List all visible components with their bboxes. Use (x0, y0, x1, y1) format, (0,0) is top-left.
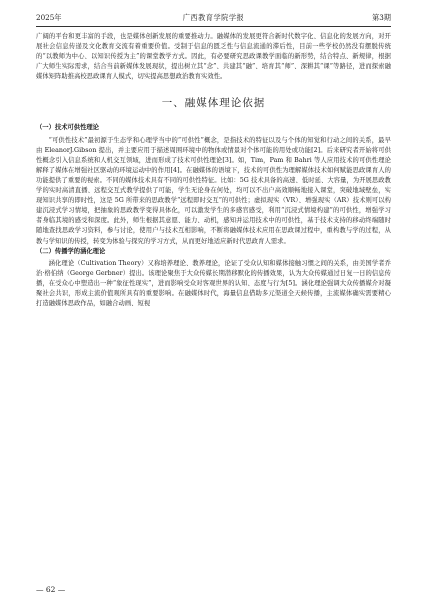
page-number: — 62 — (36, 585, 66, 594)
intro-paragraph: 广阔的平台和更丰富的手段，也是媒体创新发展的重要推动力。融媒体的发展更符合新时代数字化、信息化的发展方向，对开展社会信息传递及文化教育交流有着重要价值。受制于信息的匮乏性与信息流通的滞后性，目前一些学校仍然没有摆脱传统的“以教师为中心、以知识传授为主”的课堂教学方式。因此，有必要研究思政课教学面临的新形势，结合特点、新规律，根据广大师生实际需求，结合当前新媒体发展现状，提出树立其“念”、共建其“融”、培育其“师”、深耕其“课”等路径，进而探索融媒体矩阵助推高校思政课育人模式，切实提高思想政治教育实效性。 (36, 33, 391, 81)
subsection-heading-1: （一）技术可供性理论 (36, 124, 99, 132)
subsection-2-paragraph: 涵化理论（Cultivation Theory）又称培养理论、教养理论，论证了受众认知和媒体接触习惯之间的关系，由美国学者乔治·格伯纳（George Gerbner）提出。该理论聚焦于大众传媒长期潜移默化的传播效果，认为大众传媒通过日复一日的信息传播，在受众心中塑造出一种“象征性现实”，进而影响受众对客观世界的认知、态度与行为[5]。涵化理论强调大众传播媒介对凝聚社会共识，形成主流价值观所具有的重要影响。在融媒体时代，海量信息借助多元渠道全天候传播，主流媒体确实需要精心打造融媒体思政作品，如融合动画、短视 (36, 259, 391, 308)
header-rule (36, 26, 391, 27)
subsection-heading-2: （二）传播学的涵化理论 (36, 247, 106, 255)
header-year: 2025年 (36, 13, 62, 22)
running-header (36, 12, 391, 24)
subsection-1-paragraph: “可供性技术”最初源于生态学和心理学当中的“可供性”概念，是指技术的特征以及与个体的知觉和行动之间的关系，最早由 EleanorJ.Gibson 提出，并主要应用于描述周围环境中的物体或情景对个体可能的用处或功能[2]。后来研究者开始将可供性概念引入信息系统和人机交互领域，进而形成了技术可供性理论[3]。如，Tim，Pam 和 Bahri 等人应用技术的可供性理论解释了媒体在增强社区驱动的环境运动中的作用[4]。在融媒体的语境下，技术的可供性为理解媒体技术如何赋能思政课育人的功能提供了重要的视索。不同的媒体技术具有不同的可供性特征。比如：5G 技术具备的高速、低时延、大容量，为开展思政教学的实时高清直播、远程交互式教学提供了可能，学生无论身在何处，均可以不出户高效顺畅地接入课堂，突破地域壁垒，实现知识共享的即时性，这是 5G 所带来的思政教学“远程即时交互”的可供性；虚拟现实（VR）、增强现实（AR）技术则可以构建沉浸式学习情境，把抽象的思政教学变得具体化，可以激发学生的多感官感受，利用“沉浸式情境构建”的可供性，增强学习者身临其境的感受和深度。此外，师生根据其意愿、能力、动机，感知并运用技术中的可供性，基于技术支持的移动终端随时随地查找思政学习资料，参与讨论，使用户与技术互相影响，不断将融媒体技术应用在思政课过程中，重构教与学的过程，从教与学知识的传授，转变为体验与探究的学习方式，从而更好地适应新时代思政育人需求。 (36, 136, 391, 245)
header-issue: 第3期 (372, 13, 391, 22)
header-journal-title: 广西教育学院学报 (182, 13, 245, 22)
article-body (36, 32, 391, 309)
section-title: 一、融媒体理论依据 (161, 97, 266, 110)
